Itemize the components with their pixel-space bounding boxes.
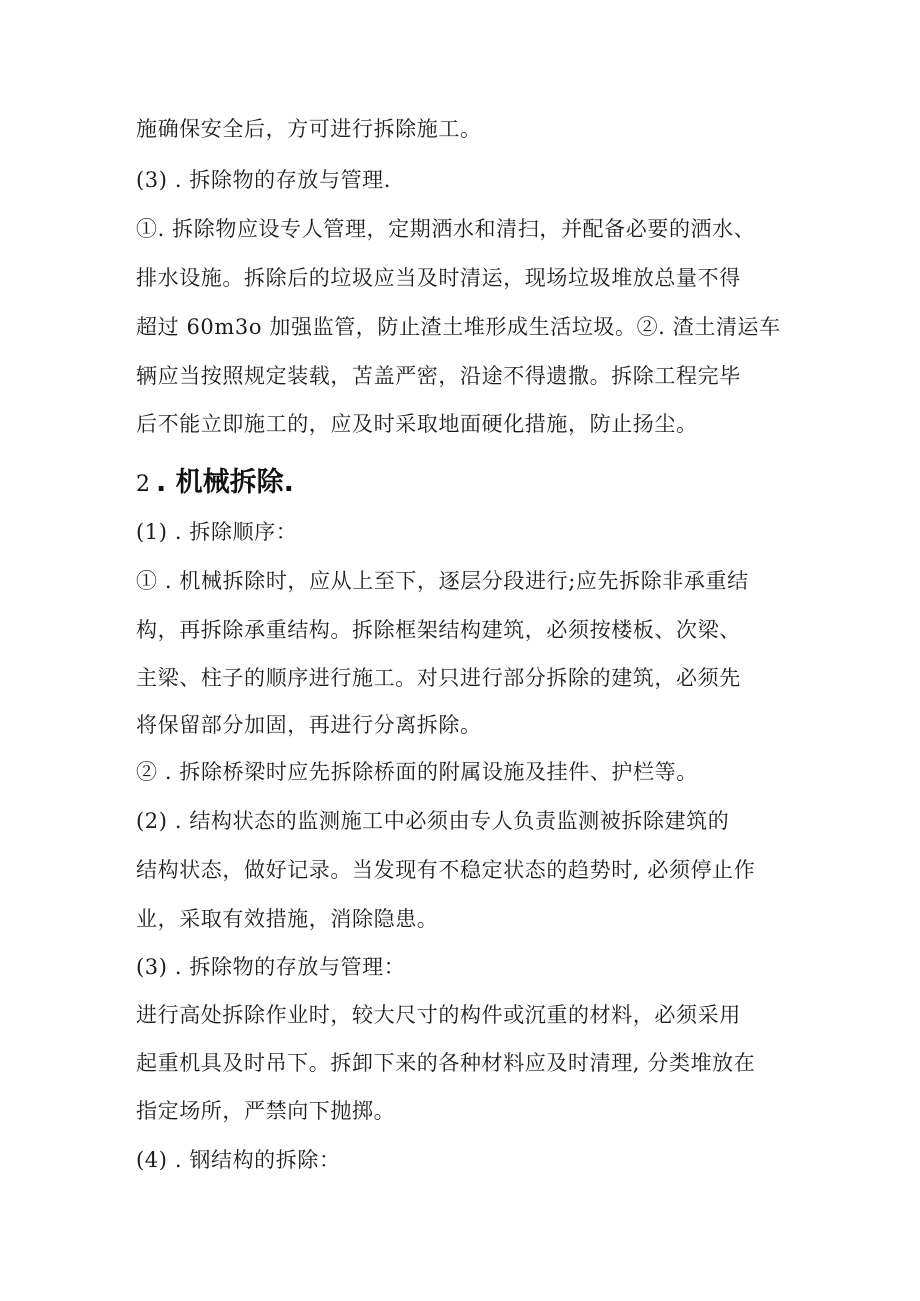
text-line: ② . 拆除桥梁时应先拆除桥面的附属设施及挂件、护栏等。 (136, 760, 698, 784)
text-line: ① . 机械拆除时，应从上至下，逐层分段进行;应先拆除非承重结 (136, 569, 749, 593)
subsection-heading: (3) . 拆除物的存放与管理. (136, 168, 392, 192)
subsection-heading: (4) . 钢结构的拆除： (136, 1148, 341, 1172)
text-line: 超过 60m3o 加强监管，防止渣土堆形成生活垃圾。②. 渣土清运车 (136, 315, 781, 339)
text-line: 辆应当按照规定装载，苫盖严密，沿途不得遗撒。拆除工程完毕 (136, 364, 741, 388)
subsection-heading: (1) . 拆除顺序： (136, 520, 298, 544)
text-line: 施确保安全后，方可进行拆除施工。 (136, 117, 482, 141)
text-line: 进行高处拆除作业时，较大尺寸的构件或沉重的材料，必须采用 (136, 1003, 741, 1027)
text-line: 构，再拆除承重结构。拆除框架结构建筑，必须按楼板、次梁、 (136, 618, 741, 642)
section-number: 2 (136, 472, 150, 497)
text-line: 将保留部分加固，再进行分离拆除。 (136, 713, 482, 737)
subsection-heading: (3) . 拆除物的存放与管理： (136, 955, 406, 979)
text-line: 结构状态，做好记录。当发现有不稳定状态的趋势时, 必须停止作 (136, 858, 756, 882)
text-line: 起重机具及时吊下。拆卸下来的各种材料应及时清理, 分类堆放在 (136, 1051, 756, 1075)
text-line: ①. 拆除物应设专人管理，定期洒水和清扫，并配备必要的洒水、 (136, 217, 756, 241)
text-line: 指定场所，严禁向下抛掷。 (136, 1099, 396, 1123)
section-title: . 机械拆除. (156, 467, 294, 498)
text-line: 业，采取有效措施，消除隐患。 (136, 907, 439, 931)
text-line: 主梁、柱子的顺序进行施工。对只进行部分拆除的建筑，必须先 (136, 666, 741, 690)
subsection-heading: (2) . 结构状态的监测施工中必须由专人负责监测被拆除建筑的 (136, 809, 730, 833)
text-line: 后不能立即施工的，应及时采取地面硬化措施，防止扬尘。 (136, 412, 698, 436)
section-heading (136, 466, 816, 502)
text-line: 排水设施。拆除后的垃圾应当及时清运，现场垃圾堆放总量不得 (136, 266, 741, 290)
